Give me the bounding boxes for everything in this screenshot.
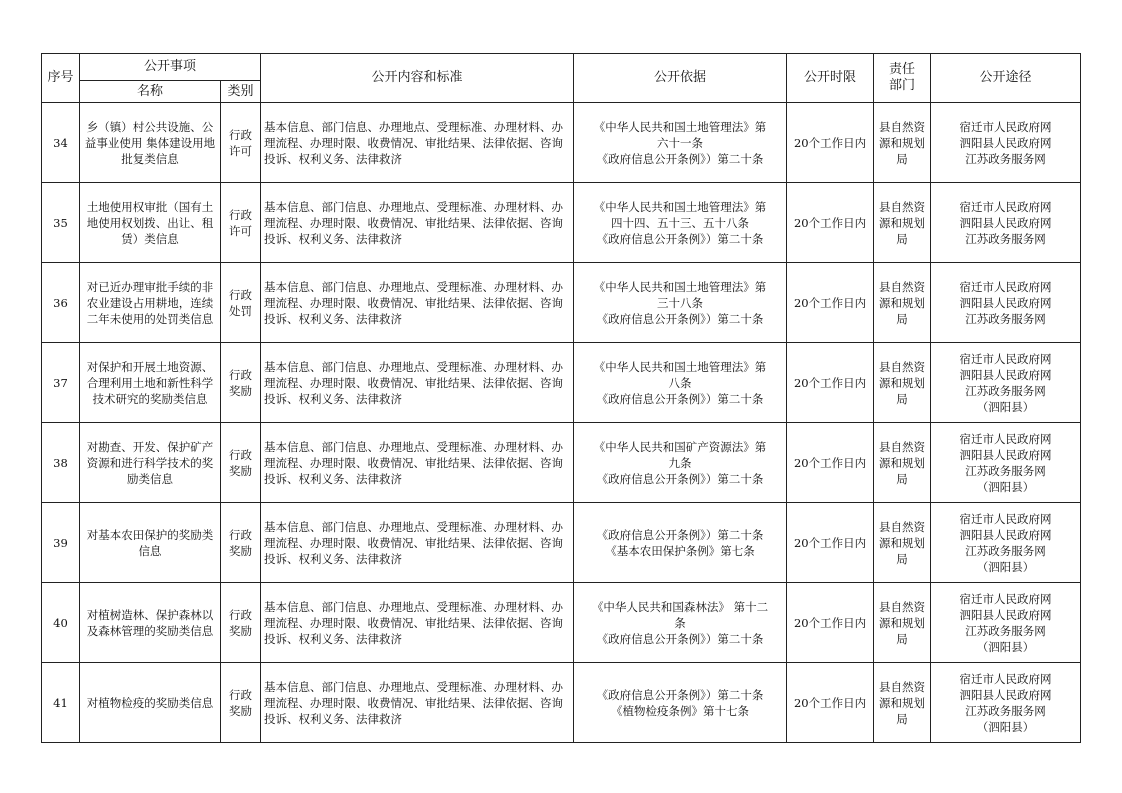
table-body: [42, 103, 1081, 743]
channel-line: 江苏政务服务网: [965, 151, 1046, 166]
basis-line: 《政府信息公开条例》）第二十条: [596, 391, 764, 406]
cell-channel: [931, 583, 1081, 663]
cell-dept: 县自然资源和规划局: [874, 423, 931, 503]
channel-line: 泗阳县人民政府网: [959, 687, 1052, 702]
cell-content: 基本信息、部门信息、办理地点、受理标准、办理材料、办理流程、办理时限、收费情况、审批结果、法律依据、咨询投诉、权利义务、法律救济: [261, 503, 574, 583]
cell-channel: [931, 183, 1081, 263]
cell-basis: [574, 503, 787, 583]
table-row: [42, 663, 1081, 743]
basis-line: 《政府信息公开条例》）第二十条: [596, 311, 764, 326]
header-basis: 公开依据: [574, 54, 787, 103]
header-channel: 公开途径: [931, 54, 1081, 103]
basis-line: 《中华人民共和国土地管理法》第: [593, 199, 767, 214]
cell-seq: 39: [42, 503, 80, 583]
cell-channel: [931, 423, 1081, 503]
channel-line: 泗阳县人民政府网: [959, 367, 1052, 382]
cell-time-limit: 20个工作日内: [787, 343, 874, 423]
basis-line: 《政府信息公开条例》）第二十条: [596, 471, 764, 486]
channel-line: 宿迁市人民政府网: [959, 199, 1052, 214]
cell-seq: 34: [42, 103, 80, 183]
cell-channel: [931, 663, 1081, 743]
cell-dept: 县自然资源和规划局: [874, 183, 931, 263]
header-time-limit: 公开时限: [787, 54, 874, 103]
cell-time-limit: 20个工作日内: [787, 423, 874, 503]
header-dept-line1: 责任: [889, 62, 916, 77]
cell-type: 行政奖励: [221, 663, 261, 743]
header-dept: [874, 54, 931, 103]
cell-type: 行政许可: [221, 183, 261, 263]
basis-line: 《中华人民共和国土地管理法》第: [593, 119, 767, 134]
table-row: [42, 103, 1081, 183]
channel-line: 江苏政务服务网: [965, 383, 1046, 398]
header-seq: 序号: [42, 54, 80, 103]
table-row: [42, 183, 1081, 263]
channel-line: 宿迁市人民政府网: [959, 671, 1052, 686]
cell-basis: [574, 263, 787, 343]
basis-line: 《基本农田保护条例》第七条: [605, 543, 755, 558]
channel-line: 泗阳县人民政府网: [959, 447, 1052, 462]
channel-line: （泗阳县）: [976, 399, 1035, 414]
disclosure-table: [41, 53, 1081, 743]
cell-content: 基本信息、部门信息、办理地点、受理标准、办理材料、办理流程、办理时限、收费情况、审批结果、法律依据、咨询投诉、权利义务、法律救济: [261, 423, 574, 503]
basis-line: 四十四、五十三、五十八条: [611, 215, 750, 230]
channel-line: 泗阳县人民政府网: [959, 135, 1052, 150]
cell-type: 行政奖励: [221, 423, 261, 503]
channel-line: 江苏政务服务网: [965, 703, 1046, 718]
table-row: [42, 423, 1081, 503]
cell-basis: [574, 343, 787, 423]
channel-line: 江苏政务服务网: [965, 231, 1046, 246]
basis-line: 《政府信息公开条例》）第二十条: [596, 231, 764, 246]
basis-line: 《政府信息公开条例》）第二十条: [596, 687, 764, 702]
header-content: 公开内容和标准: [261, 54, 574, 103]
cell-name: 乡（镇）村公共设施、公益事业使用 集体建设用地批复类信息: [80, 103, 221, 183]
cell-content: 基本信息、部门信息、办理地点、受理标准、办理材料、办理流程、办理时限、收费情况、审批结果、法律依据、咨询投诉、权利义务、法律救济: [261, 343, 574, 423]
table-header: [42, 54, 1081, 103]
cell-basis: [574, 103, 787, 183]
channel-line: 泗阳县人民政府网: [959, 527, 1052, 542]
cell-channel: [931, 343, 1081, 423]
basis-line: 九条: [668, 455, 692, 470]
cell-basis: [574, 663, 787, 743]
cell-seq: 40: [42, 583, 80, 663]
channel-line: 宿迁市人民政府网: [959, 511, 1052, 526]
cell-content: 基本信息、部门信息、办理地点、受理标准、办理材料、办理流程、办理时限、收费情况、审批结果、法律依据、咨询投诉、权利义务、法律救济: [261, 263, 574, 343]
channel-line: 泗阳县人民政府网: [959, 215, 1052, 230]
cell-name: 对已近办理审批手续的非农业建设占用耕地，连续二年未使用的处罚类信息: [80, 263, 221, 343]
header-type: 类别: [221, 81, 261, 103]
cell-dept: 县自然资源和规划局: [874, 103, 931, 183]
header-dept-line2: 部门: [889, 78, 916, 93]
cell-name: 对基本农田保护的奖励类信息: [80, 503, 221, 583]
cell-type: 行政奖励: [221, 503, 261, 583]
basis-line: 《政府信息公开条例》）第二十条: [596, 631, 764, 646]
cell-name: 土地使用权审批（国有土地使用权划拨、出让、租赁）类信息: [80, 183, 221, 263]
basis-line: 《中华人民共和国土地管理法》第: [593, 279, 767, 294]
basis-line: 条: [674, 615, 686, 630]
cell-content: 基本信息、部门信息、办理地点、受理标准、办理材料、办理流程、办理时限、收费情况、审批结果、法律依据、咨询投诉、权利义务、法律救济: [261, 103, 574, 183]
channel-line: 江苏政务服务网: [965, 623, 1046, 638]
basis-line: 《植物检疫条例》第十七条: [611, 703, 750, 718]
channel-line: 泗阳县人民政府网: [959, 607, 1052, 622]
header-name: 名称: [80, 81, 221, 103]
cell-time-limit: 20个工作日内: [787, 183, 874, 263]
cell-seq: 35: [42, 183, 80, 263]
cell-seq: 38: [42, 423, 80, 503]
header-disclosure-item: 公开事项: [80, 54, 261, 81]
cell-dept: 县自然资源和规划局: [874, 503, 931, 583]
basis-line: 六十一条: [657, 135, 704, 150]
channel-line: 宿迁市人民政府网: [959, 431, 1052, 446]
basis-line: 《中华人民共和国土地管理法》第: [593, 359, 767, 374]
basis-line: 《政府信息公开条例》）第二十条: [596, 151, 764, 166]
table-row: [42, 503, 1081, 583]
table-row: [42, 583, 1081, 663]
basis-line: 《中华人民共和国森林法》 第十二: [591, 599, 769, 614]
channel-line: 江苏政务服务网: [965, 311, 1046, 326]
channel-line: 江苏政务服务网: [965, 463, 1046, 478]
cell-type: 行政奖励: [221, 343, 261, 423]
cell-channel: [931, 503, 1081, 583]
cell-channel: [931, 263, 1081, 343]
channel-line: 宿迁市人民政府网: [959, 591, 1052, 606]
cell-dept: 县自然资源和规划局: [874, 663, 931, 743]
channel-line: 江苏政务服务网: [965, 543, 1046, 558]
basis-line: 《政府信息公开条例》）第二十条: [596, 527, 764, 542]
cell-name: 对保护和开展土地资源、合理利用土地和新性科学技术研究的奖励类信息: [80, 343, 221, 423]
channel-line: 宿迁市人民政府网: [959, 351, 1052, 366]
basis-line: 《中华人民共和国矿产资源法》第: [593, 439, 767, 454]
cell-type: 行政处罚: [221, 263, 261, 343]
cell-time-limit: 20个工作日内: [787, 503, 874, 583]
channel-line: 泗阳县人民政府网: [959, 295, 1052, 310]
cell-basis: [574, 423, 787, 503]
channel-line: （泗阳县）: [976, 719, 1035, 734]
channel-line: 宿迁市人民政府网: [959, 119, 1052, 134]
cell-name: 对植树造林、保护森林以及森林管理的奖励类信息: [80, 583, 221, 663]
cell-dept: 县自然资源和规划局: [874, 583, 931, 663]
cell-type: 行政奖励: [221, 583, 261, 663]
cell-content: 基本信息、部门信息、办理地点、受理标准、办理材料、办理流程、办理时限、收费情况、审批结果、法律依据、咨询投诉、权利义务、法律救济: [261, 663, 574, 743]
basis-line: 三十八条: [657, 295, 704, 310]
cell-name: 对植物检疫的奖励类信息: [80, 663, 221, 743]
cell-seq: 41: [42, 663, 80, 743]
cell-time-limit: 20个工作日内: [787, 583, 874, 663]
cell-seq: 36: [42, 263, 80, 343]
cell-dept: 县自然资源和规划局: [874, 263, 931, 343]
cell-seq: 37: [42, 343, 80, 423]
cell-time-limit: 20个工作日内: [787, 103, 874, 183]
cell-name: 对勘查、开发、保护矿产资源和进行科学技术的奖励类信息: [80, 423, 221, 503]
cell-time-limit: 20个工作日内: [787, 663, 874, 743]
cell-content: 基本信息、部门信息、办理地点、受理标准、办理材料、办理流程、办理时限、收费情况、审批结果、法律依据、咨询投诉、权利义务、法律救济: [261, 583, 574, 663]
cell-content: 基本信息、部门信息、办理地点、受理标准、办理材料、办理流程、办理时限、收费情况、审批结果、法律依据、咨询投诉、权利义务、法律救济: [261, 183, 574, 263]
cell-channel: [931, 103, 1081, 183]
cell-type: 行政许可: [221, 103, 261, 183]
cell-time-limit: 20个工作日内: [787, 263, 874, 343]
table-row: [42, 343, 1081, 423]
basis-line: 八条: [668, 375, 692, 390]
channel-line: （泗阳县）: [976, 559, 1035, 574]
table-row: [42, 263, 1081, 343]
channel-line: 宿迁市人民政府网: [959, 279, 1052, 294]
channel-line: （泗阳县）: [976, 479, 1035, 494]
channel-line: （泗阳县）: [976, 639, 1035, 654]
cell-basis: [574, 183, 787, 263]
cell-basis: [574, 583, 787, 663]
cell-dept: 县自然资源和规划局: [874, 343, 931, 423]
